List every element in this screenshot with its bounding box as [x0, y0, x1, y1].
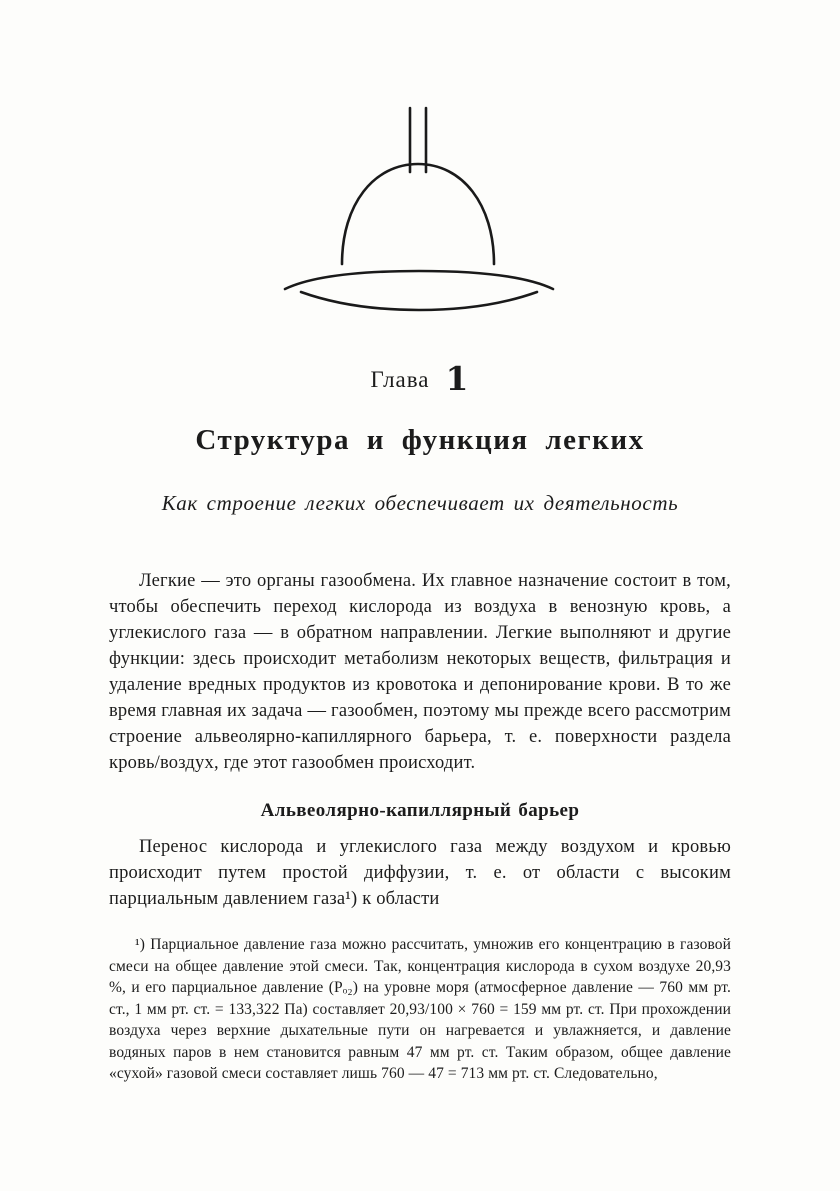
text-column [109, 359, 731, 1085]
bell-jar-lung-model-icon [280, 100, 560, 312]
intro-paragraph: Легкие — это органы газообмена. Их главное назначение состоит в том, чтобы обеспечить переход кислорода из воздуха в венозную кровь, а углекислого газа — в обратном направлении. Легкие выполняют и другие функции: здесь происходит метаболизм некоторых веществ, фильтрация и удаление вредных продуктов из кровотока и депонирование крови. В то же время главная их задача — газообмен, поэтому мы прежде всего рассмотрим строение альвеолярно-капиллярного барьера, т. е. поверхности раздела кровь/воздух, где этот газообмен происходит. [109, 571, 731, 773]
chapter-line [109, 359, 731, 398]
body-paragraph: Перенос кислорода и углекислого газа между воздухом и кровью происходит путем простой диффузии, т. е. от области с высоким парциальным давлением газа¹) к области [109, 837, 731, 909]
chapter-label: Глава [370, 367, 430, 392]
section-heading: Альвеолярно-капиллярный барьер [260, 800, 580, 821]
base-upper-curve [285, 271, 553, 289]
footnote: ¹) Парциальное давление газа можно рассчитать, умножив его концентрацию в газовой смеси на общее давление этой смеси. Так, концентрация кислорода в сухом воздухе 20,93 %, и его парциальное давление (Pₒ₂) на уровне моря (атмосферное давление — 760 мм рт. ст., 1 мм рт. ст. = 133,322 Па) составляет 20,93/100 × 760 = 159 мм рт. ст. При прохождении воздуха через верхние дыхательные пути он нагревается и увлажняется, и давление водяных паров в нем становится равным 47 мм рт. ст. Таким образом, общее давление «сухой» газовой смеси составляет лишь 760 — 47 = 713 мм рт. ст. Следовательно, [109, 936, 731, 1082]
page-subtitle: Как строение легких обеспечивает их деятельность [161, 491, 679, 515]
lung-model-illustration [0, 0, 840, 317]
dome-curve [342, 164, 494, 264]
page-title: Структура и функция легких [195, 424, 645, 456]
base-lower-curve [301, 292, 537, 310]
chapter-number: 1 [445, 359, 470, 398]
